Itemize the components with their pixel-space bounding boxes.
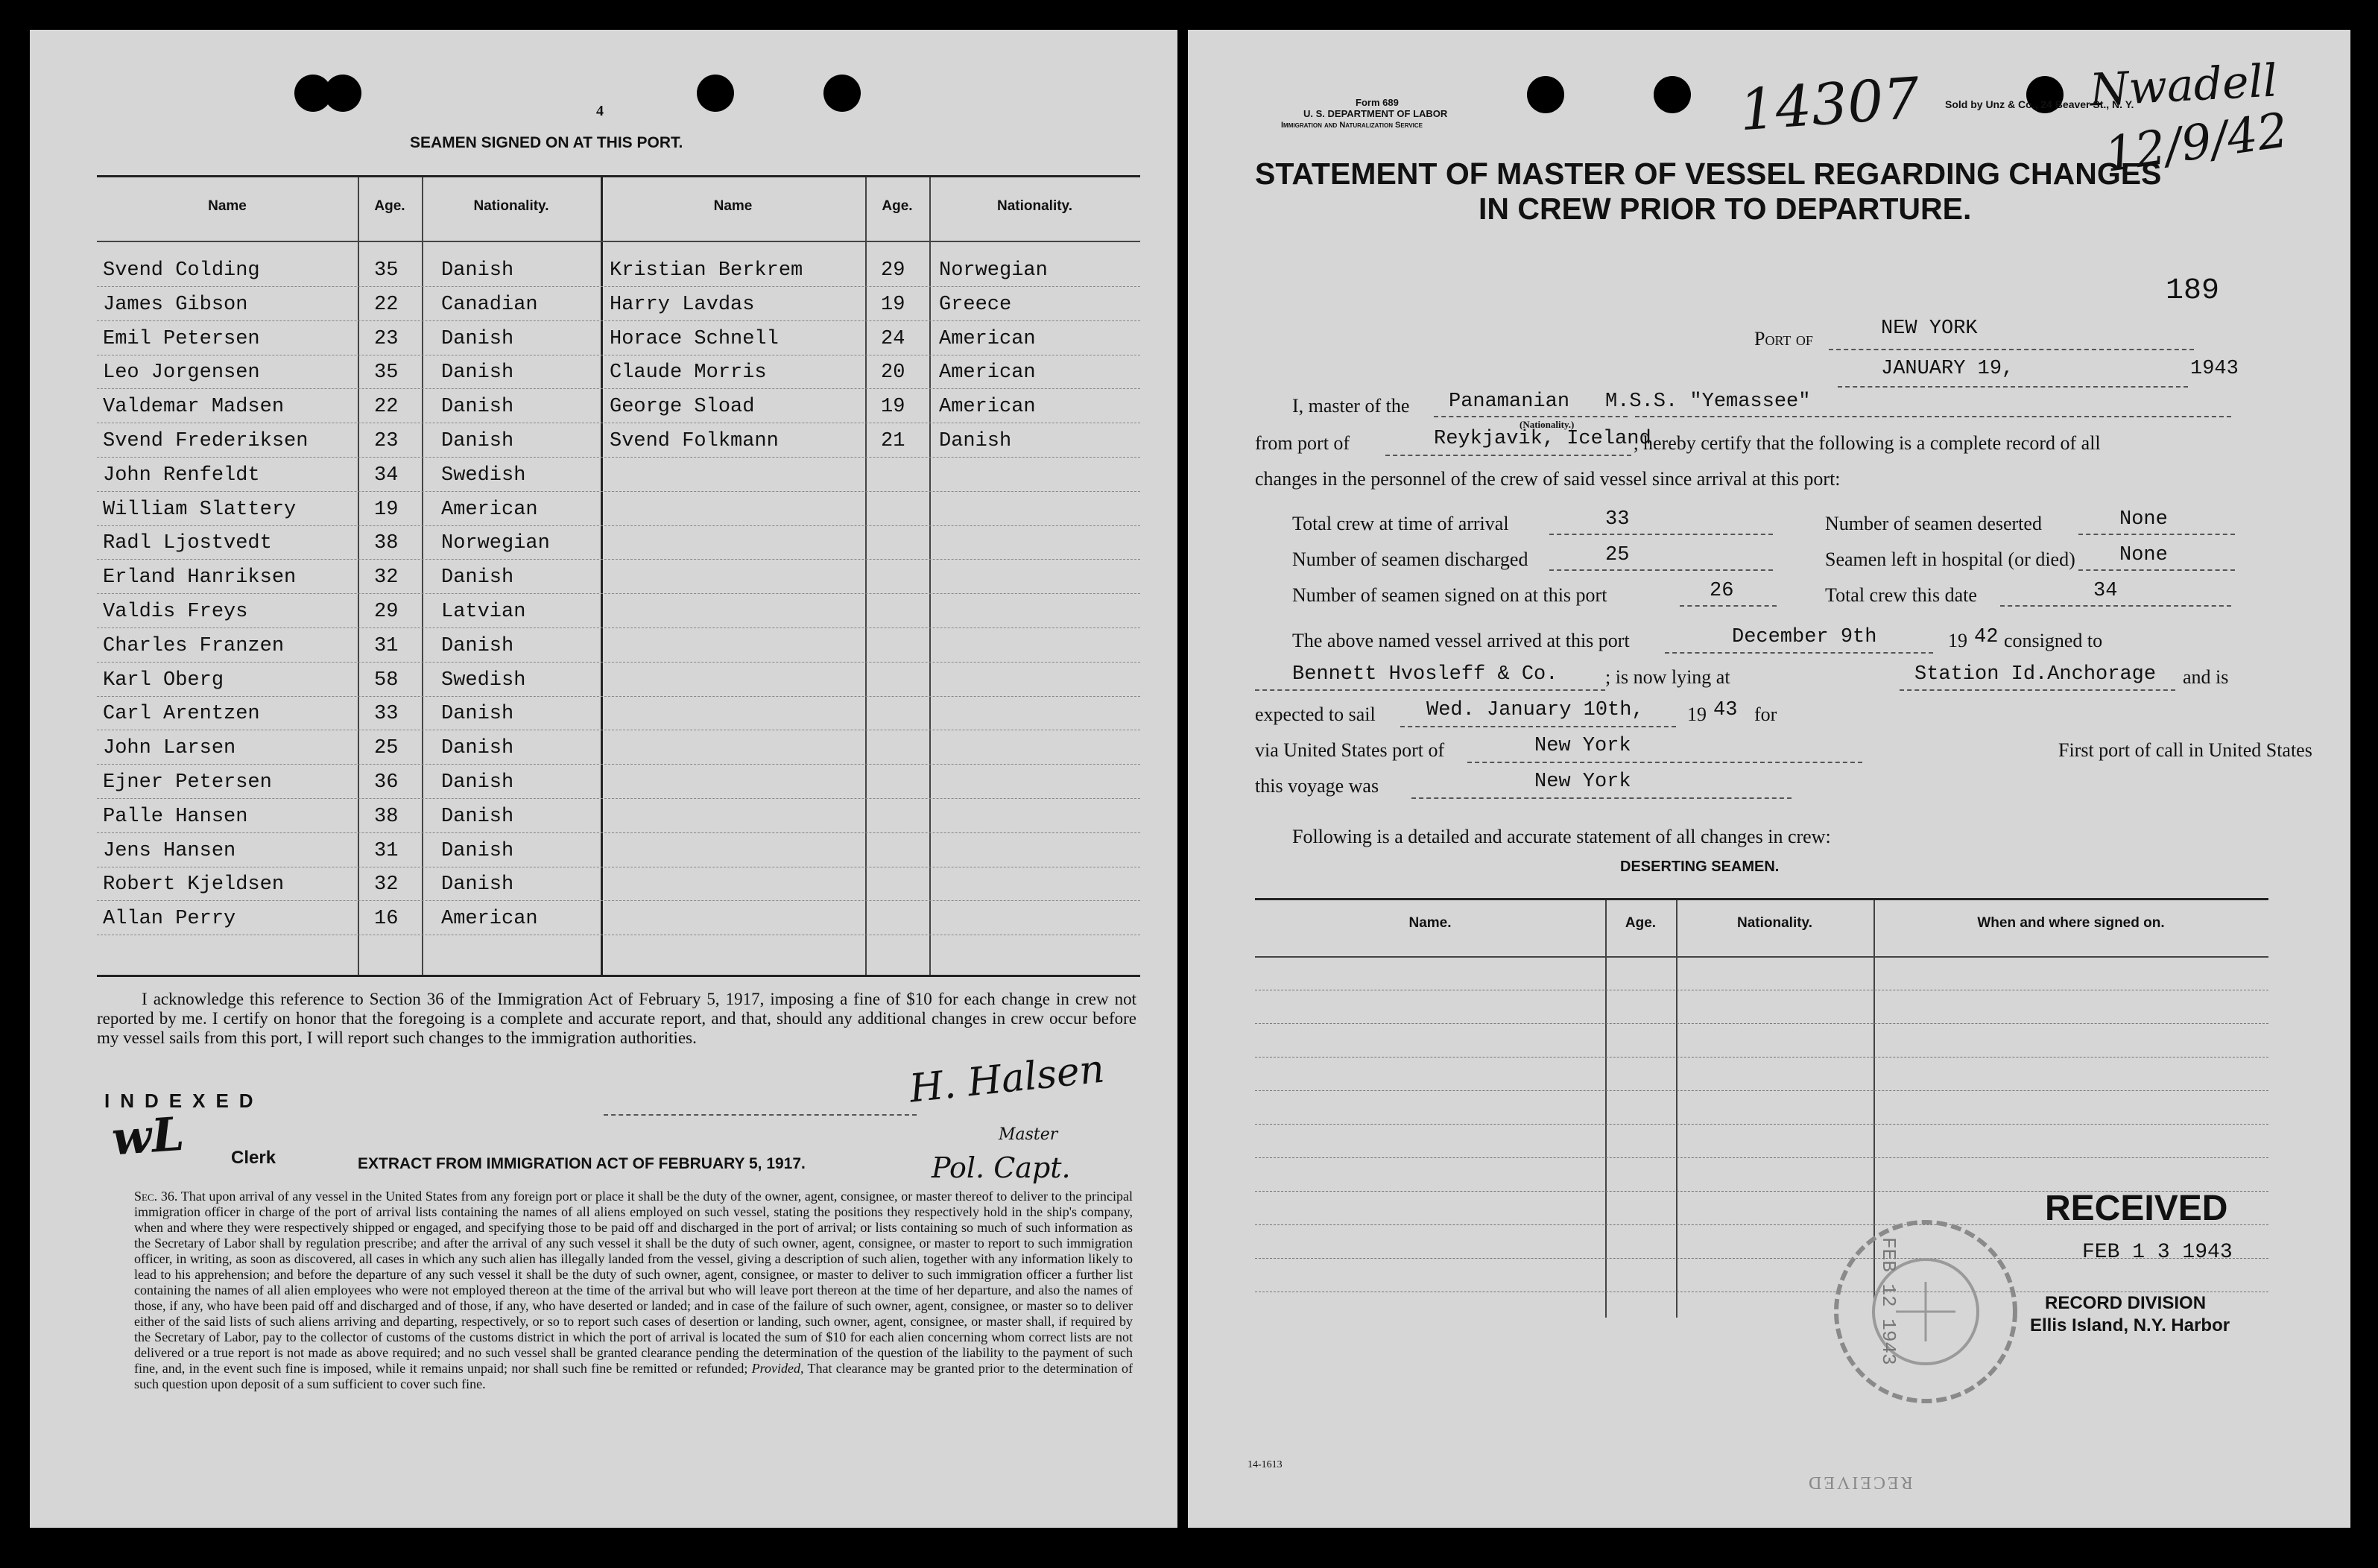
seaman-age: 24: [881, 327, 905, 350]
seaman-nationality: Danish: [441, 566, 514, 589]
table-row: [97, 430, 1140, 463]
section-body: That upon arrival of any vessel in the United States from any foreign port or place it shall be the duty of the owner, agent, consignee, or master thereof to deliver to the principal immigration officer in charge of the port of arrival lists containing the names of all aliens employed on such vessel, stating the positions they respectively hold in the ship's company, when and where they were respectively shipped or engaged, and specifying those to be paid off and discharged in the port of arrival; or lists containing so much of such information as the Secretary of Labor shall by regulation prescribe; and after the arrival of any such vessel it shall be the duty of such owner, agent, consignee, or master to report to such immigration officer, in writing, as soon as discovered, all cases in which any such alien has illegally landed from the vessel, giving a description of such alien, together with any information likely to lead to his apprehension; and before the departure of any such vessel it shall be the duty of such owner, agent, consignee, or master to deliver to such immigration officer a further list containing the names of all alien employees who were not employed thereon at the time of the arrival but who will leave port thereon at the time of her departure, and also the names of those, if any, who have been paid off and discharged and of those, if any, who have deserted or landed; and in case of the failure of such owner, agent, consignee, or master so to deliver either of the said lists of such aliens arriving and departing, respectively, or so to report such cases of desertion or landing, such owner, agent, consignee, or master shall, if required by the Secretary of Labor, pay to the collector of customs of the customs district in which the port of arrival is located the sum of $10 for each alien concerning whom correct lists are not delivered or a true report is not made as above required; and no such vessel shall be granted clearance pending the determination of the question of the liability to the payment of such fine, and, in the event such fine is imposed, while it remains unpaid; nor shall such fine be remitted or refunded;: [134, 1189, 1133, 1376]
stat-label: Number of seamen signed on at this port: [1292, 584, 1607, 606]
section-title: SEAMEN SIGNED ON AT THIS PORT.: [410, 134, 683, 151]
arrived-date: December 9th: [1732, 626, 1877, 648]
for-label: for: [1754, 704, 1777, 725]
table-row: [97, 771, 1140, 804]
voyage-label: this voyage was: [1255, 775, 1379, 797]
changes-text: changes in the personnel of the crew of said vessel since arrival at this port:: [1255, 468, 1841, 490]
seaman-nationality: Danish: [441, 839, 514, 862]
table-row: [97, 806, 1140, 838]
handwritten-number: 14307: [1737, 64, 1922, 144]
seaman-nationality: Greece: [939, 293, 1012, 316]
table-row: [97, 703, 1140, 736]
signature-title: Pol. Capt.: [932, 1151, 1071, 1184]
seaman-age: 16: [374, 908, 399, 931]
consigned-label: consigned to: [2004, 630, 2103, 651]
seaman-name: Carl Arentzen: [103, 703, 260, 726]
seaman-nationality: Danish: [441, 259, 514, 282]
seaman-name: Charles Franzen: [103, 634, 285, 657]
table-row: [97, 601, 1140, 633]
clerk-initials: wL: [110, 1106, 186, 1166]
seaman-nationality: Danish: [441, 634, 514, 657]
seaman-nationality: American: [441, 498, 538, 521]
seaman-nationality: Danish: [441, 327, 514, 350]
circular-stamp: [1814, 1192, 2037, 1431]
seaman-nationality: Norwegian: [441, 532, 550, 555]
stat-label: Seamen left in hospital (or died): [1825, 549, 2075, 570]
lying-label: ; is now lying at: [1605, 666, 1730, 688]
title-line-1: STATEMENT OF MASTER OF VESSEL REGARDING CHANGES: [1255, 157, 2162, 191]
sold-by: Sold by Unz & Co., 24 Beaver St., N. Y.: [1945, 98, 2134, 110]
seaman-name: Svend Colding: [103, 259, 260, 282]
seaman-age: 36: [374, 771, 399, 794]
seaman-nationality: Danish: [441, 361, 514, 385]
record-division: RECORD DIVISION: [2045, 1293, 2207, 1313]
binder-hole: [823, 75, 861, 112]
seaman-age: 19: [881, 396, 905, 419]
indexed-stamp: INDEXED: [104, 1090, 264, 1112]
seaman-name: John Renfeldt: [103, 464, 260, 487]
stat-value: 25: [1605, 544, 1630, 566]
port-of-label: Port of: [1754, 328, 1813, 350]
via-port: New York: [1534, 735, 1631, 757]
arrived-year-prefix: 19: [1948, 630, 1967, 651]
seaman-age: 21: [881, 430, 905, 452]
ellis-island: Ellis Island, N.Y. Harbor: [2030, 1315, 2230, 1335]
stat-value: None: [2119, 544, 2168, 566]
seaman-age: 31: [374, 634, 399, 657]
certify-text: , hereby certify that the following is a complete record of all: [1634, 432, 2101, 454]
page-number: 4: [596, 103, 604, 119]
desert-header-when: When and where signed on.: [1977, 915, 2165, 931]
seaman-nationality: Canadian: [441, 293, 538, 316]
stat-label: Total crew this date: [1825, 584, 1977, 606]
seaman-name: Valdis Freys: [103, 601, 248, 623]
binder-hole: [324, 75, 361, 112]
from-port-label: from port of: [1255, 432, 1350, 454]
table-row: [97, 259, 1140, 292]
seaman-nationality: Danish: [441, 737, 514, 760]
seaman-nationality: Norwegian: [939, 259, 1048, 282]
seaman-name: John Larsen: [103, 737, 236, 760]
table-row: [97, 532, 1140, 565]
table-row: [97, 328, 1140, 361]
seaman-nationality: Danish: [441, 396, 514, 419]
deserting-title: DESERTING SEAMEN.: [1620, 859, 1780, 875]
handwritten-date: 12/9/42: [2102, 103, 2292, 183]
seaman-name: Karl Oberg: [103, 668, 224, 692]
seaman-age: 23: [374, 430, 399, 452]
arrived-label: The above named vessel arrived at this port: [1292, 630, 1630, 651]
table-row: [97, 840, 1140, 873]
table-row: [97, 635, 1140, 668]
seaman-name: Palle Hansen: [103, 805, 248, 828]
table-row: [97, 361, 1140, 394]
arrived-year: 42: [1974, 626, 1999, 648]
master-of-label: I, master of the: [1292, 395, 1410, 417]
seaman-nationality: Danish: [939, 430, 1012, 452]
seaman-name: Claude Morris: [610, 361, 767, 385]
table-row: [97, 908, 1140, 941]
seaman-name: Valdemar Madsen: [103, 396, 285, 419]
seaman-name: Allan Perry: [103, 908, 236, 931]
seaman-name: Leo Jorgensen: [103, 361, 260, 385]
seaman-age: 22: [374, 293, 399, 316]
clerk-label: Clerk: [231, 1148, 276, 1168]
seaman-age: 25: [374, 737, 399, 760]
title-line-2: IN CREW PRIOR TO DEPARTURE.: [1479, 192, 1972, 226]
stat-value: None: [2119, 508, 2168, 531]
table-row: [97, 873, 1140, 906]
seaman-age: 22: [374, 396, 399, 419]
sail-label: expected to sail: [1255, 704, 1376, 725]
footer-code: 14-1613: [1247, 1459, 1283, 1470]
seaman-name: James Gibson: [103, 293, 248, 316]
section-tail: That clearance may be granted prior to the determination of such question upon deposit of a sum sufficient to cover such fine.: [134, 1361, 1133, 1391]
seaman-nationality: American: [441, 908, 538, 931]
seaman-nationality: Danish: [441, 771, 514, 794]
stat-value: 33: [1605, 508, 1630, 531]
seaman-age: 32: [374, 873, 399, 897]
desert-header-age: Age.: [1625, 915, 1657, 931]
seaman-name: Harry Lavdas: [610, 293, 755, 316]
left-page: [30, 30, 1177, 1528]
seaman-nationality: American: [939, 361, 1036, 385]
form-number: Form 689: [1356, 97, 1399, 108]
seaman-age: 29: [881, 259, 905, 282]
sail-year: 43: [1713, 699, 1738, 721]
right-page: [1188, 30, 2350, 1528]
lying-at: Station Id.Anchorage: [1914, 663, 2157, 686]
seaman-age: 20: [881, 361, 905, 385]
stat-value: 34: [2093, 580, 2118, 602]
master-label: Master: [999, 1125, 1058, 1144]
stamp-date: FEB 12 1943: [1877, 1237, 1900, 1365]
seaman-age: 19: [881, 293, 905, 316]
seaman-age: 33: [374, 703, 399, 726]
via-label: via United States port of: [1255, 739, 1445, 761]
doc-number: 189: [2166, 274, 2220, 308]
received-stamp: RECEIVED: [2045, 1189, 2228, 1228]
seaman-name: Svend Folkmann: [610, 430, 779, 452]
seaman-age: 32: [374, 566, 399, 589]
table-row: [97, 499, 1140, 531]
seaman-age: 19: [374, 498, 399, 521]
header-name: Name: [713, 198, 753, 214]
signature-line: [604, 1114, 917, 1116]
seaman-name: Kristian Berkrem: [610, 259, 803, 282]
seaman-name: Emil Petersen: [103, 327, 260, 350]
binder-hole: [1654, 76, 1691, 113]
service: Immigration and Naturalization Service: [1281, 121, 1423, 130]
first-port: New York: [1534, 771, 1631, 793]
seaman-name: William Slattery: [103, 498, 297, 521]
seaman-nationality: Danish: [441, 873, 514, 897]
seaman-name: Radl Ljostvedt: [103, 532, 272, 555]
header-age: Age.: [374, 198, 405, 214]
section-label: Sec. 36.: [134, 1189, 178, 1204]
year-value: 1943: [2190, 358, 2239, 380]
seaman-nationality: Swedish: [441, 464, 526, 487]
consignee: Bennett Hvosleff & Co.: [1292, 663, 1558, 686]
and-is: and is: [2183, 666, 2229, 688]
seaman-age: 34: [374, 464, 399, 487]
desert-header-name: Name.: [1408, 915, 1452, 931]
following-text: Following is a detailed and accurate statement of all changes in crew:: [1292, 826, 1831, 847]
seaman-name: Jens Hansen: [103, 839, 236, 862]
header-name: Name: [208, 198, 247, 214]
table-row: [97, 396, 1140, 429]
seaman-age: 23: [374, 327, 399, 350]
header-nationality: Nationality.: [473, 198, 549, 214]
sail-date: Wed. January 10th,: [1426, 699, 1644, 721]
seaman-nationality: Swedish: [441, 668, 526, 692]
table-row: [97, 464, 1140, 497]
bottom-received-stamp: RECEIVED: [1806, 1473, 1913, 1492]
stat-label: Total crew at time of arrival: [1292, 513, 1509, 534]
seaman-nationality: Danish: [441, 805, 514, 828]
seaman-age: 35: [374, 361, 399, 385]
date-value: JANUARY 19,: [1881, 358, 2014, 380]
extract-title: EXTRACT FROM IMMIGRATION ACT OF FEBRUARY 5, 1917.: [358, 1155, 806, 1172]
seaman-name: Robert Kjeldsen: [103, 873, 285, 897]
seaman-age: 38: [374, 532, 399, 555]
table-row: [97, 669, 1140, 702]
nationality-value: Panamanian: [1449, 391, 1570, 413]
header-nationality: Nationality.: [997, 198, 1072, 214]
seaman-age: 29: [374, 601, 399, 623]
section-provided: Provided,: [751, 1361, 804, 1376]
seaman-nationality: Latvian: [441, 601, 526, 623]
seaman-age: 31: [374, 839, 399, 862]
header-age: Age.: [882, 198, 913, 214]
seaman-name: Erland Hanriksen: [103, 566, 297, 589]
seaman-nationality: American: [939, 327, 1036, 350]
seaman-age: 38: [374, 805, 399, 828]
table-row: [97, 737, 1140, 770]
handwritten-top: Nwadell: [2088, 54, 2279, 117]
seaman-nationality: Danish: [441, 430, 514, 452]
port-of-value: NEW YORK: [1881, 317, 1978, 340]
stat-value: 26: [1710, 580, 1734, 602]
first-port-label: First port of call in United States: [2058, 739, 2312, 761]
stat-label: Number of seamen deserted: [1825, 513, 2042, 534]
department: U. S. DEPARTMENT OF LABOR: [1303, 108, 1448, 119]
seaman-age: 58: [374, 668, 399, 692]
seaman-name: Svend Frederiksen: [103, 430, 309, 452]
nationality-label: (Nationality.): [1520, 419, 1575, 430]
seaman-nationality: Danish: [441, 703, 514, 726]
seaman-nationality: American: [939, 396, 1036, 419]
sail-year-prefix: 19: [1687, 704, 1707, 725]
seaman-age: 35: [374, 259, 399, 282]
desert-header-nationality: Nationality.: [1737, 915, 1812, 931]
master-signature: H. Halsen: [907, 1046, 1107, 1112]
seamen-table: [97, 175, 1140, 977]
from-port-value: Reykjavik, Iceland: [1434, 428, 1651, 450]
vessel-value: M.S.S. "Yemassee": [1605, 391, 1811, 413]
table-row: [97, 294, 1140, 326]
binder-hole: [697, 75, 734, 112]
binder-hole: [1527, 76, 1564, 113]
seaman-name: Ejner Petersen: [103, 771, 272, 794]
received-date: FEB 1 3 1943: [2082, 1241, 2233, 1264]
seaman-name: George Sload: [610, 396, 755, 419]
acknowledgement-text: I acknowledge this reference to Section 36 of the Immigration Act of February 5, 1917, imposing a fine of $10 for each change in crew not reported by me. I certify on honor that the foregoing is a complete and accurate report, and that, should any additional changes in crew occur before my vessel sails from this port, I will report such changes to the immigration authorities.: [97, 990, 1136, 1047]
section-36-text: [134, 1189, 1133, 1392]
seaman-name: Horace Schnell: [610, 327, 779, 350]
stat-label: Number of seamen discharged: [1292, 549, 1528, 570]
table-row: [97, 566, 1140, 599]
